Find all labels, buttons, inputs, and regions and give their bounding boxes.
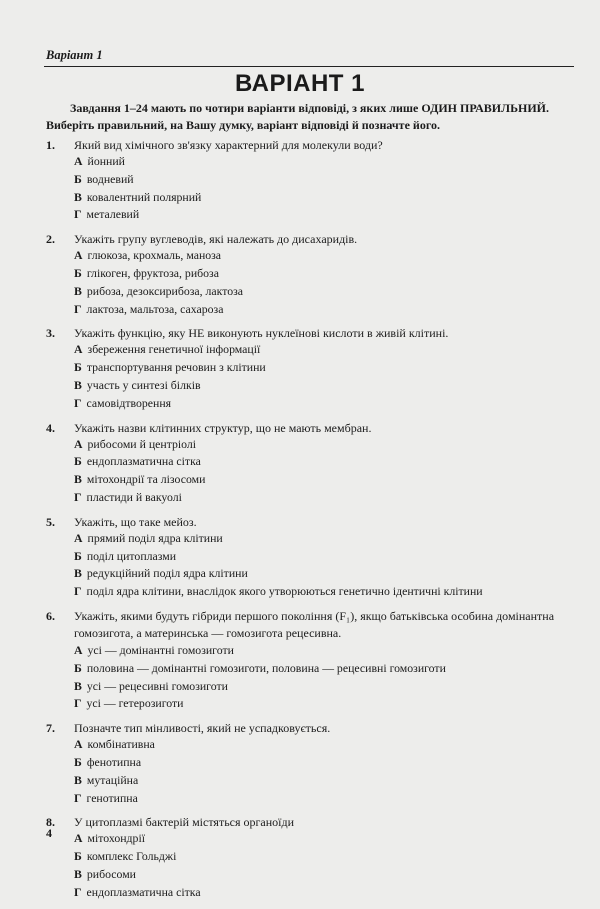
answer-option[interactable] [46,453,576,471]
question-text: Укажіть, якими будуть гібриди першого покоління (F₁), якщо батьківська особина домінантна гомозигота, а материнська — гомозигота рецесивна. [74,608,555,640]
option-letter: Г [74,790,82,805]
option-letter: Б [74,360,82,375]
option-letter: А [74,436,83,451]
question-6 [46,608,576,713]
option-text: мітохондрії та лізосоми [86,472,206,487]
answer-option[interactable] [46,377,576,395]
question-number: 4. [46,420,55,435]
answer-option[interactable] [46,884,576,902]
option-text: рибосоми й центріолі [87,436,197,451]
option-text: транспортування речовин з клітини [86,360,266,375]
answer-option[interactable] [46,736,576,754]
instructions-line-2: Виберіть правильний, на Вашу думку, варіант відповіді й позначте його. [46,118,440,132]
option-text: збереження генетичної інформації [87,342,261,357]
answer-option[interactable] [46,830,576,848]
option-letter: В [74,189,82,204]
option-text: металевий [86,207,140,222]
option-letter: Г [74,584,82,599]
option-letter: В [74,472,82,487]
option-letter: В [74,566,82,581]
answer-option[interactable] [46,565,576,583]
question-number: 6. [46,608,55,623]
option-letter: В [74,772,82,787]
option-text: усі — гетерозиготи [86,696,184,711]
question-number: 1. [46,138,55,152]
answer-option[interactable] [46,489,576,507]
option-letter: А [74,342,83,357]
question-1 [46,137,576,224]
instructions [46,100,576,134]
option-text: самовідтворення [86,395,172,410]
answer-option[interactable] [46,583,576,601]
question-4 [46,420,576,507]
question-2 [46,231,576,318]
question-number: 2. [46,232,55,247]
answer-option[interactable] [46,247,576,265]
answer-option[interactable] [46,695,576,713]
question-3 [46,325,576,412]
answer-option[interactable] [46,678,576,696]
option-text: рибосоми [86,866,136,881]
option-text: ендоплазматична сітка [86,454,201,469]
option-letter: А [74,530,83,545]
header-rule [44,66,574,67]
option-letter: Г [74,884,82,899]
answer-option[interactable] [46,265,576,283]
question-text: Укажіть функцію, яку НЕ виконують нуклеїнові кислоти в живій клітині. [74,326,449,341]
option-text: глюкоза, крохмаль, маноза [87,248,222,263]
option-text: ковалентний полярний [86,189,202,204]
question-text: Укажіть, що таке мейоз. [74,514,197,529]
option-text: йонний [87,154,125,168]
option-text: усі — домінантні гомозиготи [87,642,234,657]
option-letter: Б [74,548,82,563]
option-text: прямий поділ ядра клітини [87,530,223,545]
answer-option[interactable] [46,436,576,454]
option-letter: А [74,248,83,263]
question-number: 8. [46,815,55,830]
question-8 [46,814,576,901]
option-text: комбінативна [87,737,155,752]
option-letter: Г [74,696,82,711]
answer-option[interactable] [46,189,576,207]
option-letter: В [74,866,82,881]
page-number: 4 [46,826,52,840]
question-text: У цитоплазмі бактерій містяться органоїди [74,815,295,830]
answer-option[interactable] [46,772,576,790]
option-letter: А [74,737,83,752]
option-letter: В [74,377,82,392]
question-text: Укажіть назви клітинних структур, що не мають мембран. [74,420,372,435]
question-list [46,137,576,909]
option-text: мітохондрії [87,831,145,846]
answer-option[interactable] [46,471,576,489]
option-text: пластиди й вакуолі [86,489,182,504]
option-letter: Б [74,849,82,864]
answer-option[interactable] [46,530,576,548]
option-text: редукційний поділ ядра клітини [86,566,248,581]
option-text: участь у синтезі білків [86,377,201,392]
option-text: ендоплазматична сітка [86,884,201,899]
answer-option[interactable] [46,790,576,808]
answer-option[interactable] [46,866,576,884]
option-letter: Б [74,454,82,469]
question-text: Позначте тип мінливості, який не успадковується. [74,721,331,736]
option-text: поділ ядра клітини, внаслідок якого утворюються генетично ідентичні клітини [86,584,483,599]
option-text: глікоген, фруктоза, рибоза [86,265,219,280]
answer-option[interactable] [46,171,576,189]
answer-option[interactable] [46,848,576,866]
answer-option[interactable] [46,283,576,301]
answer-option[interactable] [46,395,576,413]
question-7 [46,720,576,807]
question-text: Який вид хімічного зв'язку характерний для молекули води? [74,138,383,152]
answer-option[interactable] [46,153,576,171]
answer-option[interactable] [46,341,576,359]
option-text: рибоза, дезоксирибоза, лактоза [86,283,244,298]
answer-option[interactable] [46,754,576,772]
answer-option[interactable] [46,206,576,224]
option-letter: Г [74,301,82,316]
option-text: усі — рецесивні гомозиготи [86,678,228,693]
instructions-line-1: Завдання 1–24 мають по чотири варіанти відповіді, з яких лише ОДИН ПРАВИЛЬНИЙ. [70,101,550,115]
option-letter: Г [74,207,82,222]
option-text: комплекс Гольджі [86,849,177,864]
option-letter: Б [74,265,82,280]
running-head: Варіант 1 [46,48,103,62]
option-text: лактоза, мальтоза, сахароза [86,301,224,316]
option-text: поділ цитоплазми [86,548,177,563]
option-text: генотипна [86,790,138,805]
option-letter: А [74,831,83,846]
option-text: половина — домінантні гомозиготи, половина — рецесивні гомозиготи [86,660,446,675]
option-text: фенотипна [86,754,142,769]
question-number: 5. [46,514,55,529]
answer-option[interactable] [46,642,576,660]
answer-option[interactable] [46,548,576,566]
question-text: Укажіть групу вуглеводів, які належать до дисахаридів. [74,232,358,247]
option-letter: В [74,283,82,298]
option-letter: В [74,678,82,693]
answer-option[interactable] [46,660,576,678]
option-letter: Б [74,660,82,675]
option-letter: Б [74,171,82,186]
question-5 [46,514,576,601]
option-letter: А [74,154,83,168]
option-letter: Г [74,489,82,504]
answer-option[interactable] [46,301,576,319]
option-letter: Г [74,395,82,410]
question-number: 3. [46,326,55,341]
option-letter: Б [74,754,82,769]
option-text: водневий [86,171,134,186]
page-title: ВАРІАНТ 1 [235,70,365,97]
option-letter: А [74,642,83,657]
question-number: 7. [46,721,55,736]
option-text: мутаційна [86,772,139,787]
answer-option[interactable] [46,359,576,377]
